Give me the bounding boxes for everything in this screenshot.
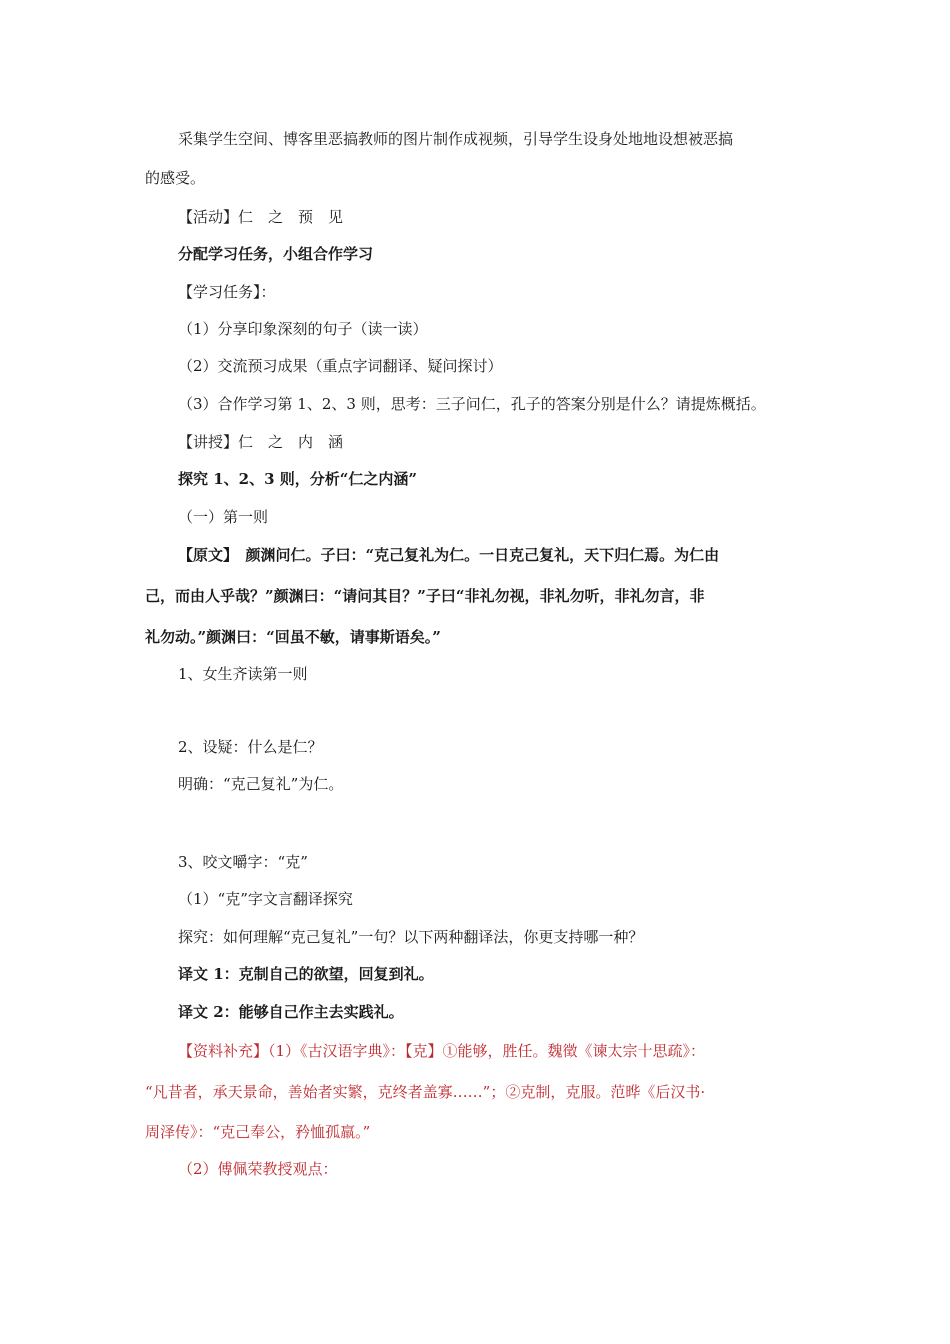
supplement-line-2: “凡昔者，承天景命，善始者实繁，克终者盖寡……”；②克制，克服。范晔《后汉书· (145, 1083, 706, 1101)
intro-line-2: 的感受。 (145, 169, 206, 187)
task-item-2: （2）交流预习成果（重点字词翻译、疑问探讨） (178, 357, 503, 375)
task-item-1: （1）分享印象深刻的句子（读一读） (178, 320, 428, 338)
step-3-sub-1: （1）“克”字文言翻译探究 (178, 890, 353, 908)
task-heading: 【学习任务】： (178, 283, 276, 301)
section-heading-1: （一）第一则 (178, 508, 269, 526)
supplement-line-3: 周泽传》：“克己奉公，矜恤孤羸。” (145, 1123, 371, 1141)
step-2: 2、设疑：什么是仁？ (178, 738, 323, 756)
supplement-line-4: （2）傅佩荣教授观点： (178, 1160, 338, 1178)
inquiry-line: 探究：如何理解“克己复礼”一句？以下两种翻译法，你更支持哪一种？ (178, 928, 644, 946)
intro-line-1: 采集学生空间、博客里恶搞教师的图片制作成视频，引导学生设身处地地设想被恶搞 (178, 130, 734, 148)
lecture-heading: 【讲授】仁 之 内 涵 (178, 433, 344, 451)
original-text-line-2: 己，而由人乎哉？”颜渊曰：“请问其目？”子曰“非礼勿视，非礼勿听，非礼勿言，非 (145, 587, 705, 605)
translation-1: 译文 1：克制自己的欲望，回复到礼。 (178, 965, 434, 983)
explore-heading: 探究 1、2、3 则，分析“仁之内涵” (178, 470, 418, 488)
translation-2: 译文 2：能够自己作主去实践礼。 (178, 1003, 404, 1021)
original-text-line-3: 礼勿动。”颜渊曰：“回虽不敏，请事斯语矣。” (145, 628, 441, 646)
supplement-line-1: 【资料补充】（1）《古汉语字典》：【克】①能够，胜任。魏徵《谏太宗十思疏》： (178, 1042, 706, 1060)
activity-heading: 【活动】仁 之 预 见 (178, 208, 344, 226)
clarify-line: 明确：“克己复礼”为仁。 (178, 775, 344, 793)
step-3: 3、咬文嚼字：“克” (178, 853, 308, 871)
assign-heading: 分配学习任务，小组合作学习 (178, 245, 374, 263)
original-text-line-1: 【原文】 颜渊问仁。子曰：“克己复礼为仁。一日克己复礼，天下归仁焉。为仁由 (178, 546, 720, 564)
task-item-3: （3）合作学习第 1、2、3 则，思考：三子问仁，孔子的答案分别是什么？请提炼概括。 (178, 395, 766, 413)
step-1: 1、女生齐读第一则 (178, 665, 308, 683)
